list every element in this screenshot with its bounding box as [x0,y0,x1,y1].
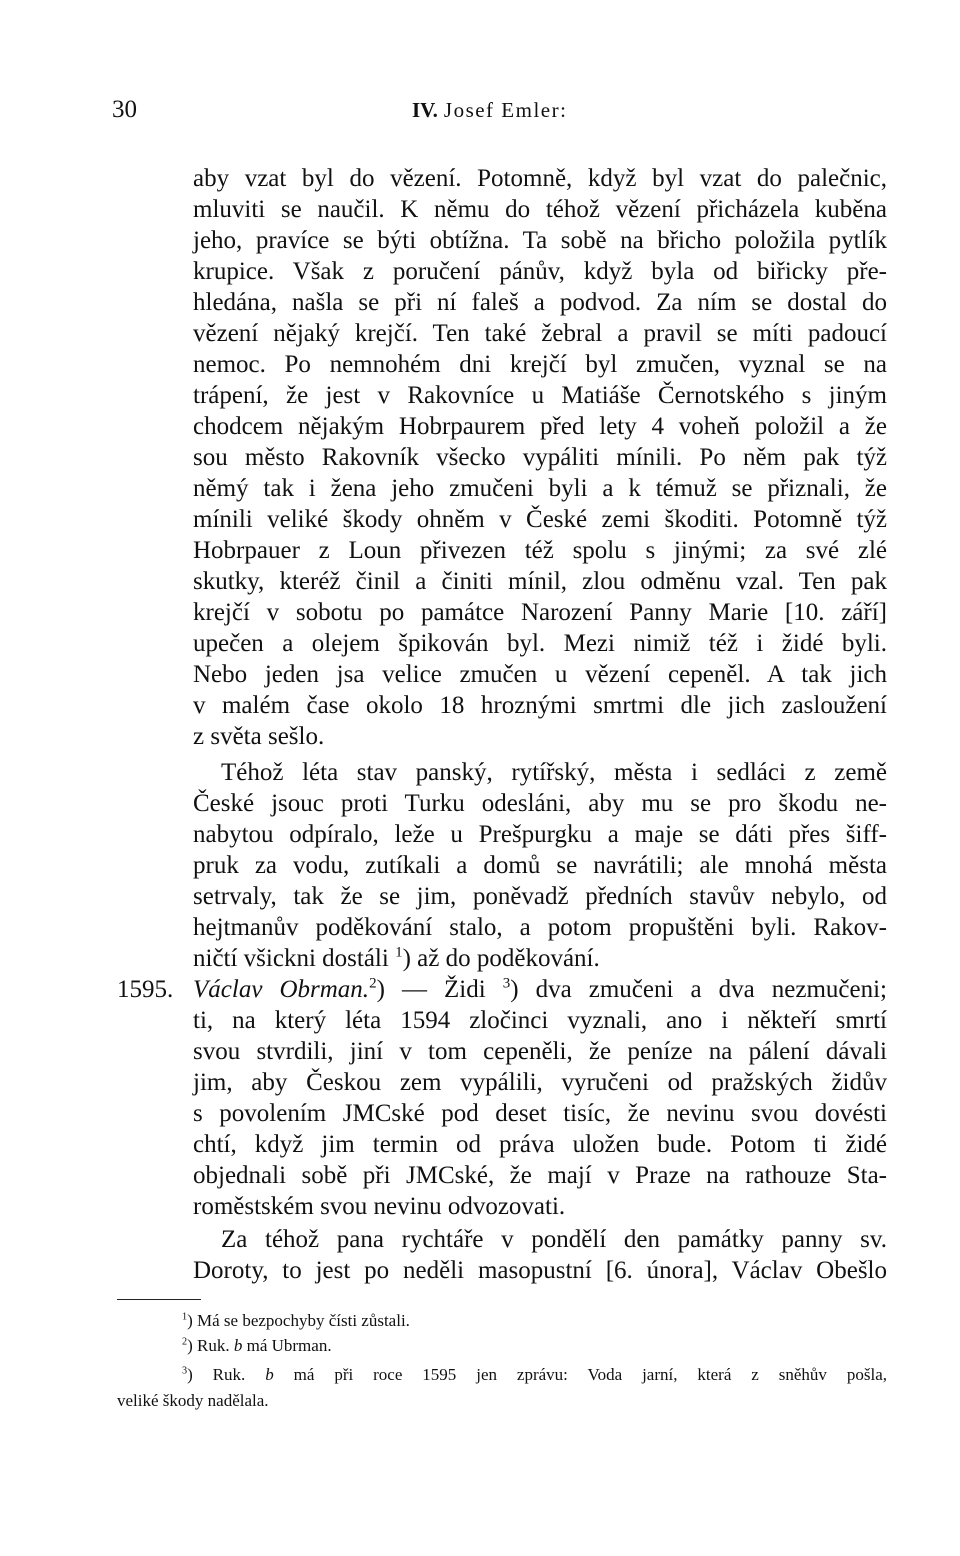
text-line: jim, aby Českou zem vypálili, vyručeni od pražských židův [193,1069,887,1096]
footnote-3-continuation: veliké škody nadělala. [117,1391,269,1410]
text-line: chtí, když jim termin od práva uložen bude. Potom ti židé [193,1131,887,1158]
text-line: nabytou odpíralo, leže u Prešpurgku a maje se dáti přes šiff- [193,821,887,848]
footnote-1 [182,1308,410,1333]
text-line: trápení, že jest v Rakovníce u Matiáše Černotského s jiným [193,382,887,409]
text-line: objednali sobě při JMCské, že mají v Praze na rathouze Sta- [193,1162,887,1189]
text-line: hejtmanův poděkování stalo, a potom propuštěni byli. Rakov- [193,914,887,941]
footnote-rule [117,1299,201,1300]
text-line: aby vzat byl do vězení. Potomně, když byl vzat do palečnic, [193,165,887,192]
footnote-ref-1: 1 [395,944,403,961]
text-line: krupice. Však z poručení pánův, když byla od biřicky pře- [193,258,887,285]
footnote-3 [182,1362,887,1387]
text-line: mluviti se naučil. K němu do téhož vězení přicházela kuběna [193,196,887,223]
text-line: ti, na který léta 1594 zločinci vyznali, ano i někteří smrtí [193,1007,887,1034]
text-line: němý tak i žena jeho zmučeni byli a k témuž se přiznali, že [193,475,887,502]
text-line: setrvaly, tak že se jim, poněvadž předních stavův nebylo, od [193,883,887,910]
text-line: z světa sešlo. [193,723,325,750]
text-line: s povolením JMCské pod deset tisíc, že nevinu svou dovésti [193,1100,887,1127]
text-fragment: ničtí všickni dostáli [193,945,396,972]
text-line: hledána, našla se při ní faleš a podvod. Za ním se dostal do [193,289,887,316]
running-head [412,98,567,123]
footnote-text: má Ubrman. [242,1336,332,1355]
text-line: svou stvrdili, jiní v tom cepeněli, že peníze na pálení dávali [193,1038,887,1065]
footnote-ref-3: 3 [502,975,511,992]
margin-year: 1595. [117,976,174,1003]
text-line: jeho, pravíce se býti obtížna. Ta sobě na břicho položila pytlík [193,227,887,254]
text-line: Za téhož pana rychtáře v pondělí den památky panny sv. [221,1226,887,1253]
page-header [0,96,960,132]
text-line: sou město Rakovník všecko vypáliti mínili. Po něm pak týž [193,444,887,471]
footnote-text: ) Má se bezpochyby čísti zůstali. [187,1311,410,1330]
chapter-roman: IV. [412,98,438,122]
text-fragment: ) — Židi [376,976,503,1003]
footnote-text: ) Ruk. [187,1365,266,1384]
text-line: krejčí v sobotu po památce Narození Panny Marie [10. září] [193,599,887,626]
text-line [193,974,887,1005]
text-fragment: ) dva zmučeni a dva nezmučeni; [510,976,887,1003]
text-line: chodcem nějakým Hobrpaurem před lety 4 voheň položil a že [193,413,887,440]
entry-name: Václav Obrman. [193,976,370,1003]
footnote-siglum: b [265,1365,274,1384]
footnote-ref-2: 2 [369,975,377,992]
footnote-2 [182,1333,332,1358]
footnote-mark: 3 [182,1365,188,1377]
text-line: vězení nějaký krejčí. Ten také žebral a pravil se míti padoucí [193,320,887,347]
text-line: České jsouc proti Turku odesláni, aby mu se pro škodu ne- [193,790,887,817]
footnote-text: má při roce 1595 jen zprávu: Voda jarní, která z sněhův pošla, [273,1365,887,1384]
footnote-text: ) Ruk. [187,1336,234,1355]
text-line: roměstském svou nevinu odvozovati. [193,1193,566,1220]
text-line: v malém čase okolo 18 hroznými smrtmi dle jich zasloužení [193,692,887,719]
text-line: nemoc. Po nemnohém dni krejčí byl zmučen, vyznal se na [193,351,887,378]
text-line [193,943,887,974]
text-line: Nebo jeden jsa velice zmučen u vězení cepeněl. A tak jich [193,661,887,688]
text-line: Doroty, to jest po neděli masopustní [6. února], Václav Obešlo [193,1257,887,1284]
page-number: 30 [112,96,137,123]
text-line: Téhož léta stav panský, rytířský, města i sedláci z země [221,759,887,786]
text-fragment: ) až do poděkování. [402,945,600,972]
text-line: Hobrpauer z Loun přivezen též spolu s jinými; za své zlé [193,537,887,564]
chapter-title: Josef Emler: [443,98,568,122]
text-line: upečen a olejem špikován byl. Mezi nimiž též i židé byli. [193,630,887,657]
footnote-mark: 2 [182,1336,188,1348]
footnote-siglum: b [233,1336,243,1355]
text-line: skutky, kteréž činil a činiti mínil, zlou odměnu vzal. Ten pak [193,568,887,595]
text-line: mínili veliké škody ohněm v České zemi škoditi. Potomně týž [193,506,887,533]
text-line: pruk za vodu, zutíkali a domů se navrátili; ale mnohá města [193,852,887,879]
footnote-mark: 1 [182,1311,188,1323]
